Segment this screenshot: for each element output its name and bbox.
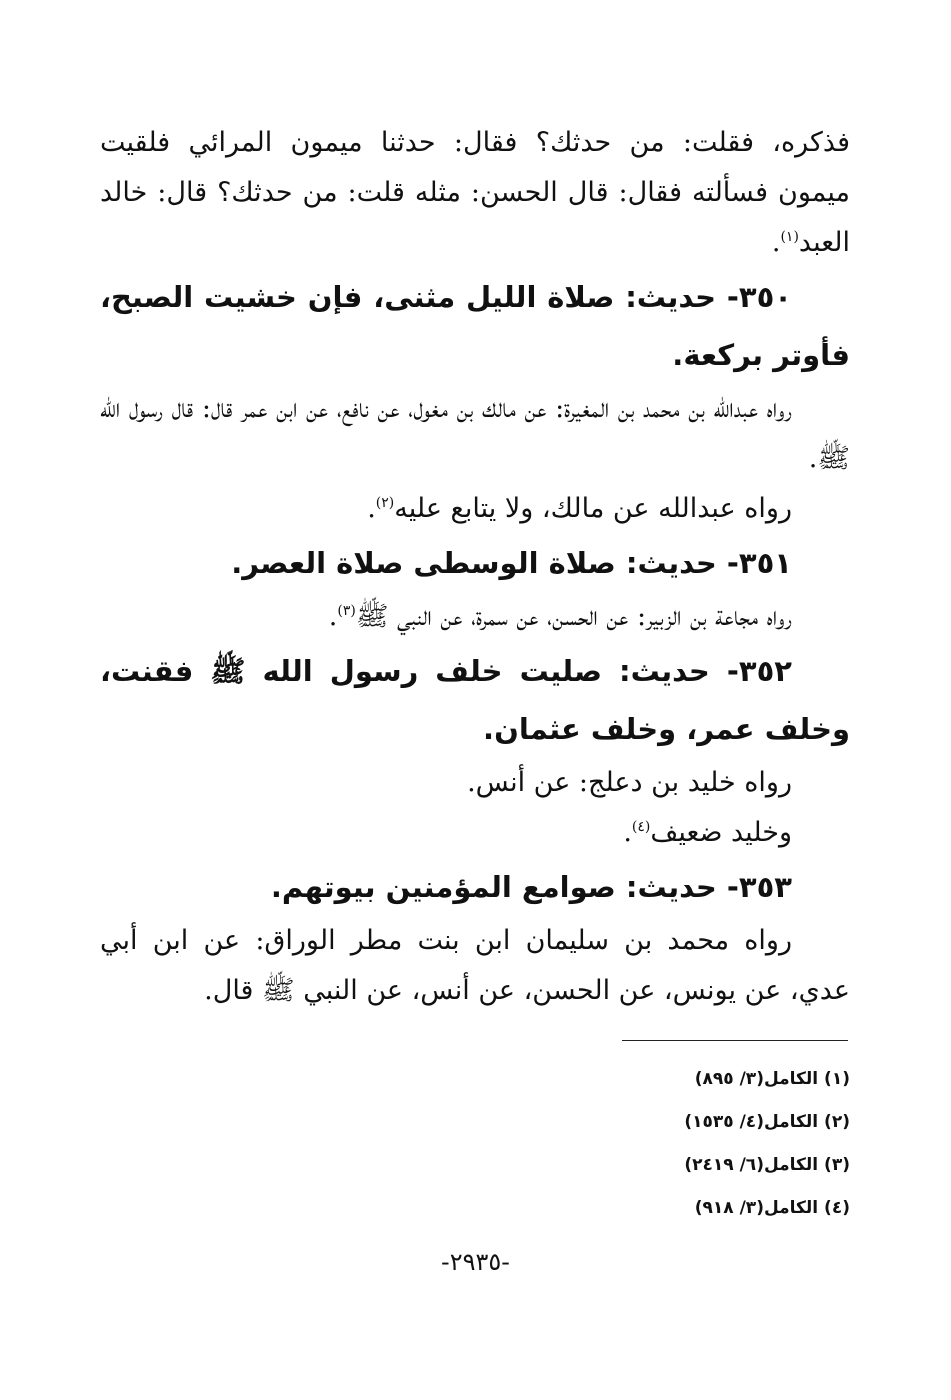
narration-352-a: رواه خليد بن دعلج: عن أنس. [467,767,792,798]
footnotes [560,1058,850,1230]
narration-350-a: رواه عبدالله بن محمد بن المغيرة: عن مالك بن مغول، عن نافع، عن ابن عمر قال: قال رسول الله ﷺ. [100,393,850,474]
narration-350-b: رواه عبدالله عن مالك، ولا يتابع عليه$^{(٢)}$. [367,493,792,524]
hadith-heading-353: ٣٥٣- حديث: صوامع المؤمنين بيوتهم. [270,870,792,904]
page-number: -٢٩٣٥- [441,1248,510,1276]
paragraph-continuation: فذكره، فقلت: من حدثك؟ فقال: حدثنا ميمون المرائي فلقيت ميمون فسألته فقال: قال الحسن: مثله قلت: من حدثك؟ قال: خالد العبد$^{(١)}$. [100,127,850,258]
footnote-ref[interactable]: (٤) [631,819,651,835]
narration-352-b: وخليد ضعيف$^{(٤)}$. [623,817,792,848]
footnote-1: (١) الكامل(٣/ ٨٩٥) [694,1069,850,1089]
footnote-2: (٢) الكامل(٤/ ١٥٣٥) [684,1112,850,1132]
footnote-ref[interactable]: (١) [780,229,799,245]
hadith-heading-352: ٣٥٢- حديث: صليت خلف رسول الله ﷺ فقنت، وخلف عمر، وخلف عثمان. [100,654,850,746]
narration-351: رواه مجاعة بن الزبير: عن الحسن، عن سمرة، عن النبي ﷺ$^{(٣)}$. [328,601,792,632]
footnote-ref[interactable]: (٣) [337,603,356,619]
footnote-divider [622,1040,848,1041]
paragraph-text: رواه مجاعة بن الزبير: عن الحسن، عن سمرة، عن النبي ﷺ [355,601,792,632]
hadith-heading-351: ٣٥١- حديث: صلاة الوسطى صلاة العصر. [231,546,792,580]
narration-353: رواه محمد بن سليمان ابن بنت مطر الوراق: عن ابن أبي عدي، عن يونس، عن الحسن، عن أنس، عن النبي ﷺ قال. [100,925,850,1006]
footnote-ref[interactable]: (٢) [375,495,395,511]
footnote-4: (٤) الكامل(٣/ ٩١٨) [694,1198,850,1218]
footnote-3: (٣) الكامل(٦/ ٢٤١٩) [684,1155,850,1175]
paragraph-text: رواه عبدالله عن مالك، ولا يتابع عليه [394,493,792,524]
page-body [100,118,850,1016]
hadith-heading-350: ٣٥٠- حديث: صلاة الليل مثنى، فإن خشيت الصبح، فأوتر بركعة. [100,280,850,372]
paragraph-text: فذكره، فقلت: من حدثك؟ فقال: حدثنا ميمون المرائي فلقيت ميمون فسألته فقال: قال الحسن: مثله قلت: من حدثك؟ قال: خالد العبد [100,127,850,258]
paragraph-text: وخليد ضعيف [650,817,792,848]
